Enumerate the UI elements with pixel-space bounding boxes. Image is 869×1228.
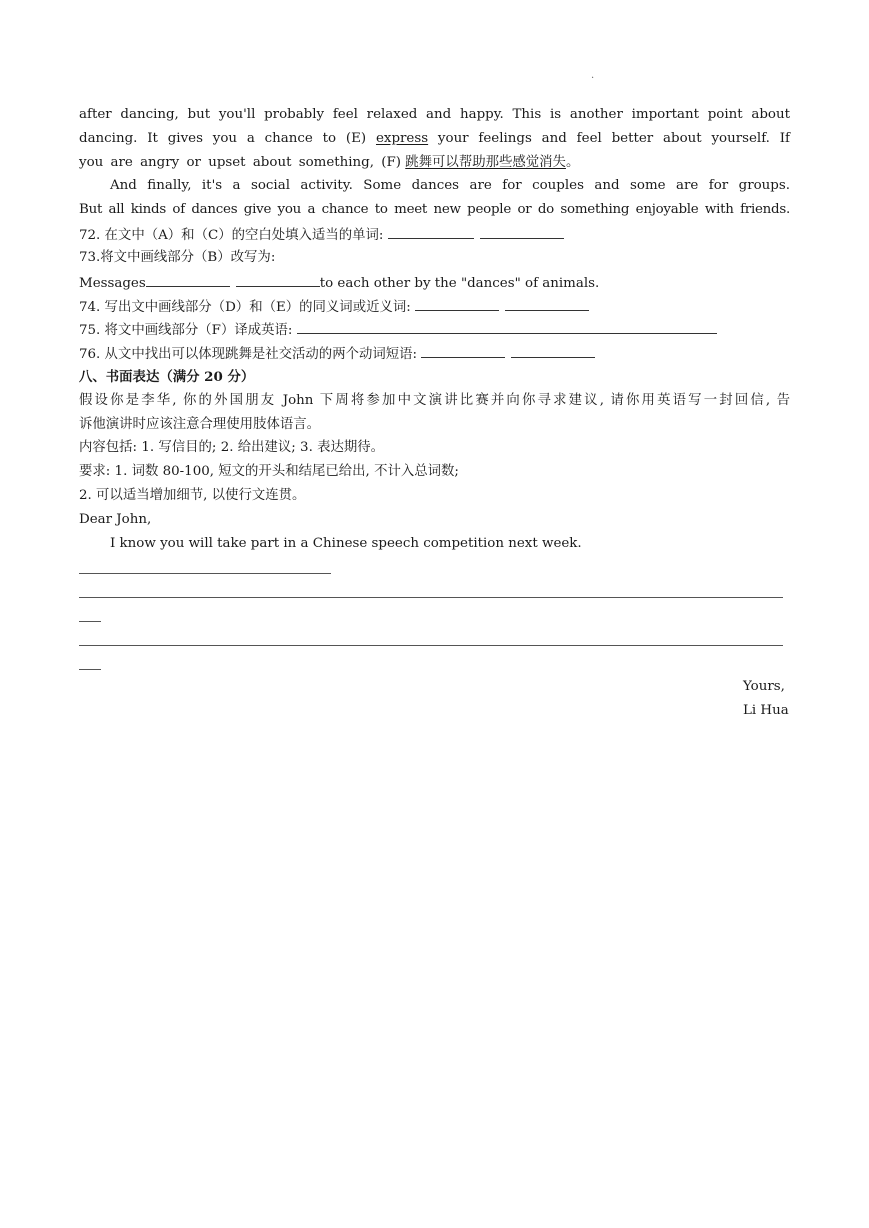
passage-line: And finally, it's a social activity. Some dances are for couples and some are for groups. — [110, 178, 790, 193]
answer-blank[interactable] — [415, 296, 499, 311]
answer-blank[interactable] — [388, 224, 474, 239]
passage-line — [79, 129, 790, 149]
question-73-rewrite — [79, 272, 790, 294]
answer-blank[interactable] — [236, 272, 320, 287]
underlined-word-e: express — [375, 131, 429, 146]
header-mark: . — [591, 70, 595, 81]
section-heading: 八、书面表达（满分 20 分） — [79, 369, 255, 385]
answer-blank[interactable] — [421, 343, 505, 358]
question-text: 74. 写出文中画线部分（D）和（E）的同义词或近义词: — [79, 300, 411, 315]
question-text: 76. 从文中找出可以体现跳舞是社交活动的两个动词短语: — [79, 347, 418, 362]
writing-line[interactable] — [79, 645, 783, 646]
writing-requirement: 要求: 1. 词数 80-100, 短文的开头和结尾已给出, 不计入总词数; — [79, 464, 459, 479]
writing-line[interactable] — [79, 597, 783, 598]
answer-blank[interactable] — [480, 224, 564, 239]
passage-text: you are angry or upset about something, (F) — [79, 155, 401, 170]
writing-line[interactable] — [79, 669, 101, 670]
letter-closing: Yours, — [743, 679, 785, 694]
passage-text: 。 — [565, 155, 580, 170]
question-text: 72. 在文中（A）和（C）的空白处填入适当的单词: — [79, 228, 384, 243]
question-76 — [79, 343, 790, 365]
writing-line[interactable] — [79, 621, 101, 622]
underlined-phrase-f: 跳舞可以帮助那些感觉消失 — [405, 155, 566, 170]
letter-opening: I know you will take part in a Chinese speech competition next week. — [110, 536, 582, 551]
answer-blank[interactable] — [146, 272, 230, 287]
writing-requirement: 2. 可以适当增加细节, 以使行文连贯。 — [79, 488, 306, 503]
passage-text: dancing. It gives you a chance to (E) — [79, 131, 376, 146]
passage-line: after dancing, but you'll probably feel relaxed and happy. This is another important point about — [79, 107, 790, 122]
writing-prompt: 诉他演讲时应该注意合理使用肢体语言。 — [79, 417, 321, 432]
passage-text: your feelings and feel better about yourself. If — [428, 131, 790, 146]
question-72 — [79, 224, 790, 246]
passage-line: But all kinds of dances give you a chance to meet new people or do something enjoyable with friends. — [79, 202, 790, 217]
answer-blank[interactable] — [505, 296, 589, 311]
question-text: to each other by the "dances" of animals. — [319, 276, 600, 291]
question-text: 75. 将文中画线部分（F）译成英语: — [79, 323, 293, 338]
question-73: 73.将文中画线部分（B）改写为: — [79, 250, 276, 265]
writing-prompt: 假设你是李华, 你的外国朋友 John 下周将参加中文演讲比赛并向你寻求建议, 请你用英语写一封回信, 告 — [79, 393, 790, 408]
question-74 — [79, 296, 790, 318]
letter-salutation: Dear John, — [79, 512, 152, 527]
letter-signature: Li Hua — [743, 703, 789, 718]
question-text: Messages — [79, 276, 146, 291]
question-75 — [79, 319, 790, 341]
writing-line[interactable] — [79, 573, 331, 574]
answer-blank[interactable] — [511, 343, 595, 358]
answer-blank[interactable] — [297, 319, 717, 334]
passage-line — [79, 153, 790, 173]
writing-content: 内容包括: 1. 写信目的; 2. 给出建议; 3. 表达期待。 — [79, 440, 385, 455]
